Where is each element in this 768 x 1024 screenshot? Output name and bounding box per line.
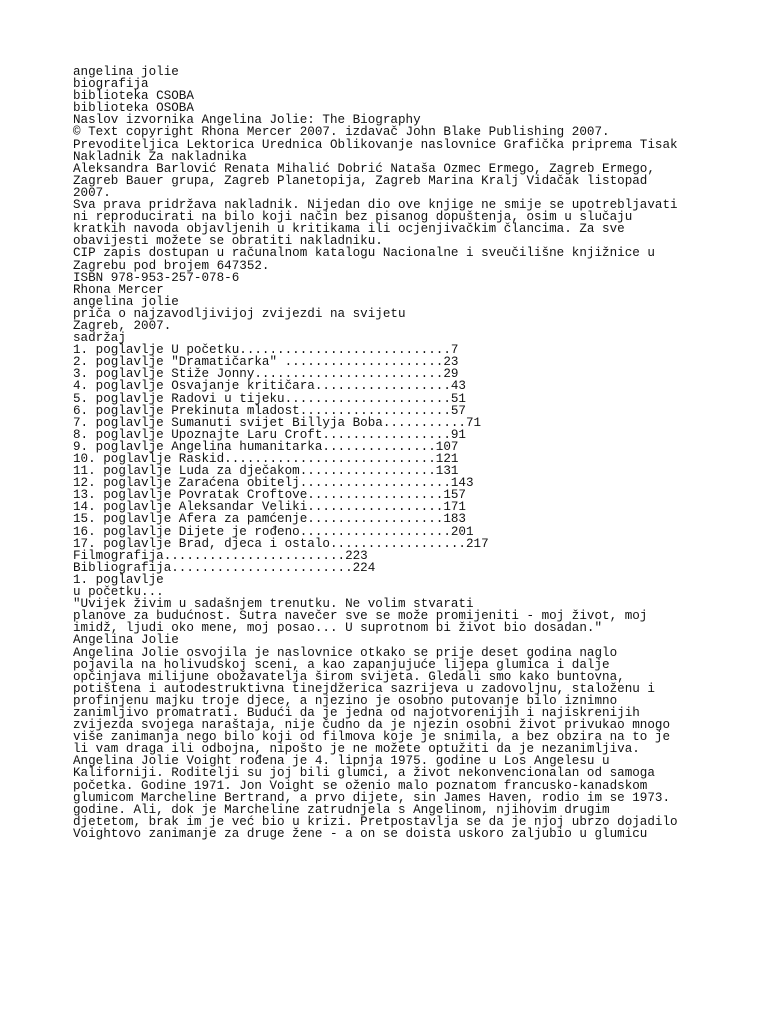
- text-line: Angelina Jolie osvojila je naslovnice otkako se prije deset godina naglo: [73, 645, 618, 660]
- text-line: Aleksandra Barlović Renata Mihalić Dobrić Nataša Ozmec Ermego, Zagreb Ermego,: [73, 161, 655, 176]
- text-line: 16. poglavlje Dijete je rođeno....................201: [73, 524, 474, 539]
- text-line: 2007.: [73, 185, 111, 200]
- text-line: 9. poglavlje Angelina humanitarka...............107: [73, 439, 459, 454]
- text-line: Rhona Mercer: [73, 282, 164, 297]
- text-line: biblioteka OSOBA: [73, 101, 194, 116]
- text-line: Naslov izvornika Angelina Jolie: The Biography: [73, 113, 421, 128]
- text-line: 4. poglavlje Osvajanje kritičara..................43: [73, 379, 466, 394]
- text-line: 17. poglavlje Brad, djeca i ostalo..................217: [73, 536, 489, 551]
- text-line: 15. poglavlje Afera za pamćenje..................183: [73, 512, 466, 527]
- text-line: 11. poglavlje Luda za dječakom..................131: [73, 464, 459, 479]
- text-line: sadržaj: [73, 331, 126, 346]
- text-line: ISBN 978-953-257-078-6: [73, 270, 240, 285]
- text-line: Filmografija........................223: [73, 548, 368, 563]
- text-line: 14. poglavlje Aleksandar Veliki..................171: [73, 500, 466, 515]
- text-line: Voightovo zanimanje za druge žene - a on se doista uskoro zaljubio u glumicu: [73, 826, 648, 841]
- text-line: potištena i autodestruktivna tinejdžerica sazrijeva u zadovoljnu, staloženu i: [73, 681, 655, 696]
- text-line: © Text copyright Rhona Mercer 2007. izdavač John Blake Publishing 2007.: [73, 125, 610, 140]
- text-line: pojavila na holivudskoj sceni, a kao zapanjujuće lijepa glumica i dalje: [73, 657, 610, 672]
- text-line: Bibliografija........................224: [73, 560, 376, 575]
- text-line: priča o najzavodljivijoj zvijezdi na svijetu: [73, 306, 406, 321]
- text-line: kratkih navoda objavljenih u kritikama ili ocjenjivačkim člancima. Za sve: [73, 222, 625, 237]
- text-line: u početku...: [73, 585, 164, 600]
- text-line: Prevoditeljica Lektorica Urednica Oblikovanje naslovnice Grafička priprema Tisak: [73, 137, 678, 152]
- text-line: Kaliforniji. Roditelji su joj bili glumci, a život nekonvencionalan od samoga: [73, 766, 655, 781]
- text-line: Zagreb, 2007.: [73, 318, 172, 333]
- text-line: 10. poglavlje Raskid............................121: [73, 452, 459, 466]
- text-line: Zagreb Bauer grupa, Zagreb Planetopija, Zagreb Marina Kralj Vidačak listopad: [73, 173, 648, 188]
- text-line: zanimljivo promatrati. Budući da je jedna od najotvorenijih i najiskrenijih: [73, 705, 640, 720]
- text-line: 13. poglavlje Povratak Croftove..................157: [73, 488, 466, 503]
- text-line: 2. poglavlje "Dramatičarka" .....................23: [73, 355, 459, 370]
- text-line: 6. poglavlje Prekinuta mladost....................57: [73, 403, 466, 418]
- text-line: Nakladnik Za nakladnika: [73, 149, 247, 164]
- text-line: CIP zapis dostupan u računalnom katalogu Nacionalne i sveučilišne knjižnice u: [73, 246, 655, 261]
- text-line: 12. poglavlje Zaraćena obitelj....................143: [73, 476, 474, 491]
- text-line: "Uvijek živim u sadašnjem trenutku. Ne volim stvarati: [73, 597, 474, 612]
- text-line: biografija: [73, 77, 149, 92]
- text-line: 7. poglavlje Sumanuti svijet Billyja Boba...........71: [73, 415, 482, 430]
- text-line: opčinjava milijune obožavatelja širom svijeta. Gledali smo kako buntovna,: [73, 669, 625, 684]
- text-line: Zagrebu pod brojem 647352.: [73, 258, 270, 273]
- text-line: djetetom, brak im je već bio u krizi. Pretpostavlja se da je njoj ubrzo dojadilo: [73, 814, 678, 829]
- text-line: 5. poglavlje Radovi u tijeku......................51: [73, 391, 466, 406]
- text-line: 1. poglavlje U početku............................7: [73, 343, 459, 358]
- text-line: Sva prava pridržava nakladnik. Nijedan dio ove knjige ne smije se upotrebljavati: [73, 198, 678, 213]
- text-line: angelina jolie: [73, 294, 179, 309]
- text-line: obavijesti možete se obratiti nakladniku.: [73, 234, 383, 249]
- text-line: 3. poglavlje Stiže Jonny.........................29: [73, 367, 459, 382]
- text-line: ni reproducirati na bilo koji način bez pisanog dopuštenja, osim u slučaju: [73, 210, 633, 225]
- text-line: profinjenu majku troje djece, a njezino je osobno putovanje bilo iznimno: [73, 693, 618, 708]
- text-line: 8. poglavlje Upoznajte Laru Croft.................91: [73, 427, 466, 442]
- text-line: zvijezda svojega naraštaja, nije čudno da je njezin osobni život privukao mnogo: [73, 718, 671, 733]
- text-line: godine. Ali, dok je Marcheline zatrudnjela s Angelinom, njihovim drugim: [73, 802, 610, 817]
- document-text: [73, 66, 713, 840]
- text-line: Angelina Jolie: [73, 633, 179, 648]
- text-line: imidž, ljudi oko mene, moj posao... U suprotnom bi život bio dosadan.": [73, 621, 603, 636]
- text-line: početka. Godine 1971. Jon Voight se oženio malo poznatom francusko-kanadskom: [73, 778, 648, 793]
- text-line: biblioteka CSOBA: [73, 89, 194, 104]
- text-line: Angelina Jolie Voight rođena je 4. lipnja 1975. godine u Los Angelesu u: [73, 754, 610, 769]
- text-line: planove za budućnost. Sutra navečer sve se može promijeniti - moj život, moj: [73, 609, 648, 624]
- text-line: li vam draga ili odbojna, nipošto je ne možete optužiti da je nezanimljiva.: [73, 742, 640, 757]
- text-line: više zanimanja nego bilo koji od filmova koje je snimila, a bez obzira na to je: [73, 730, 671, 745]
- text-line: angelina jolie: [73, 65, 179, 79]
- text-line: glumicom Marcheline Bertrand, a prvo dijete, sin James Haven, rodio im se 1973.: [73, 790, 671, 805]
- text-line: 1. poglavlje: [73, 572, 164, 587]
